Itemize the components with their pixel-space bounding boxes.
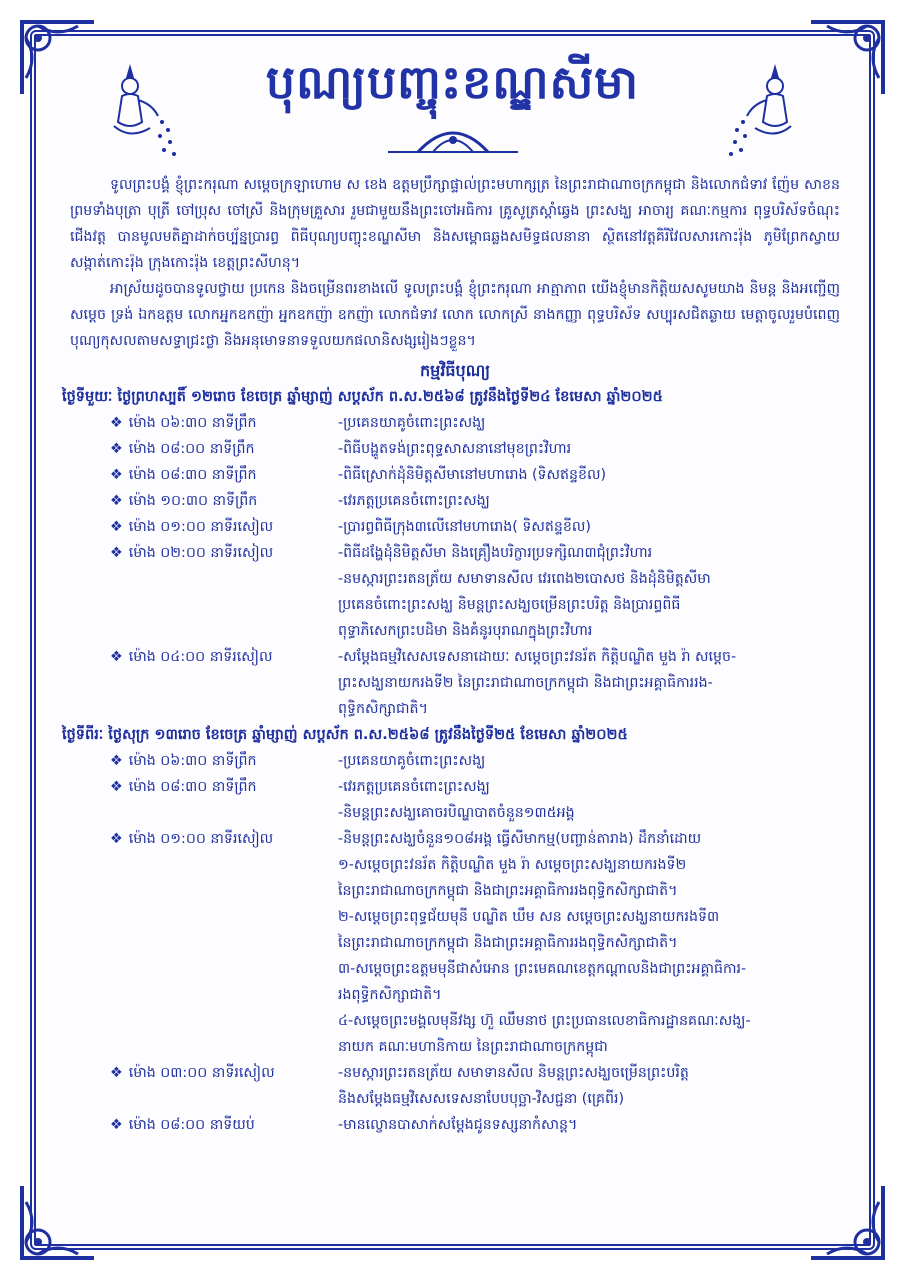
schedule-activity: -ពិធីបង្ហូតទង់ព្រះពុទ្ធសាសនានៅមុខព្រះវិហារ <box>338 441 572 457</box>
schedule-time <box>70 618 338 644</box>
diamond-bullet-icon: ❖ <box>110 649 123 665</box>
schedule-time <box>70 462 338 488</box>
schedule-row <box>70 540 840 566</box>
schedule-time <box>70 982 338 1008</box>
schedule-activity: នៃព្រះរាជាណាចក្រកម្ពុជា និងជាព្រះអគ្គាធិការរងពុទ្ធិកសិក្សាជាតិ។ <box>338 935 678 951</box>
schedule-time <box>70 670 338 696</box>
diamond-bullet-icon: ❖ <box>110 545 123 561</box>
diamond-bullet-icon: ❖ <box>110 467 123 483</box>
schedule-row <box>70 878 840 904</box>
schedule-row <box>70 514 840 540</box>
schedule-time-label: ម៉ោង ០៨:៣០ នាទីព្រឹក <box>128 779 257 795</box>
intro-paragraph: អាស្រ័យដូចបានទូលថ្វាយ ប្រកេន និងចម្រើនពរខាងលើ ទូលព្រះបង្គំ ខ្ញុំព្រះករុណា អាត្មាភាព យើងខ្ញុំមានកិត្តិយសសូមយាង និមន្ត និងអញ្ជើញ សម្តេច ទ្រង់ ឯកឧត្តម លោកអ្នកឧកញ៉ា អ្នកឧកញ៉ា ឧកញ៉ា លោកជំទាវ លោក លោកស្រី នាងកញ្ញា ពុទ្ធបរិស័ទ សប្បុរសជិតឆ្ងាយ មេត្តាចូលរួមបំពេញបុណ្យកុសលតាមសទ្ធាជ្រះថ្លា និងអនុមោទនាទទួលយកផលានិសង្សរៀងៗខ្លួន។ <box>70 281 840 349</box>
schedule-row <box>70 566 840 592</box>
schedule-activity: -ពិធីស្រោក់ដុំនិមិត្តសីមានៅមហារោង (ទិសឥន្ទខីល) <box>338 467 607 483</box>
diamond-bullet-icon: ❖ <box>110 779 123 795</box>
schedule-activity: -សម្តែងធម្មវិសេសទេសនាដោយៈ សម្តេចព្រះវនរ័ត កិត្តិបណ្ឌិត មួង រ៉ា សម្តេច- <box>338 649 737 665</box>
schedule-activity: -និមន្តព្រះសង្ឃចំនួន១០៨អង្គ ធ្វើសីមាកម្ម(បញ្ចាន់តារាង) ដឹកនាំដោយ <box>338 831 702 847</box>
schedule-activity: -វេរភត្តប្រគេនចំពោះព្រះសង្ឃ <box>338 779 490 795</box>
schedule-time <box>70 930 338 956</box>
schedule-row <box>70 436 840 462</box>
schedule-time <box>70 1034 338 1060</box>
schedule-time <box>70 904 338 930</box>
schedule-row <box>70 982 840 1008</box>
schedule-row <box>70 1060 840 1086</box>
diamond-bullet-icon: ❖ <box>110 1117 123 1133</box>
schedule-activity: -ប្រគេនយាគូចំពោះព្រះសង្ឃ <box>338 753 486 769</box>
schedule-time <box>70 566 338 592</box>
schedule-row <box>70 904 840 930</box>
schedule-activity: -នមស្ការព្រះរតនត្រ័យ សមាទានសីល វេរពេង២បោសថ និងដុំនិមិត្តសីមា <box>338 571 711 587</box>
diamond-bullet-icon: ❖ <box>110 519 123 535</box>
schedule-row <box>70 696 840 722</box>
schedule-row <box>70 488 840 514</box>
intro-paragraph: ទូលព្រះបង្គំ ខ្ញុំព្រះករុណា សម្តេចក្រឡាហោម ស ខេង ឧត្តមប្រឹក្សាផ្ទាល់ព្រះមហាក្សត្រ នៃព្រះរាជាណាចក្រកម្ពុជា និងលោកជំទាវ ញ៉ែម សាខន ព្រមទាំងបុត្រា បុត្រី ចៅប្រុស ចៅស្រី និងក្រុមគ្រួសារ រួមជាមួយនឹងព្រះចៅអធិការ គ្រូសូត្រស្តាំឆ្វេង ព្រះសង្ឃ អាចារ្យ គណៈកម្មការ ពុទ្ធបរិស័ទចំណុះជើងវត្ត បានមូលមតិគ្នាដាក់ចប្ប័ន្នប្រារព្ធ ពិធីបុណ្យបញ្ចុះខណ្ឌសីមា និងសម្ពោធឆ្លងសមិទ្ធផលនានា ស្ថិតនៅវត្តគិរីវែលសារកោះរ៉ុង ភូមិព្រែកស្វាយ សង្កាត់កោះរ៉ុង ក្រុងកោះរ៉ុង ខេត្តព្រះសីហនុ។ <box>70 177 840 271</box>
schedule-time <box>70 592 338 618</box>
schedule-row <box>70 774 840 800</box>
schedule-activity: -មានល្ខោនបាសាក់សម្តែងជូនទស្សនាកំសាន្ត។ <box>338 1117 578 1133</box>
schedule-row <box>70 670 840 696</box>
schedule-row <box>70 1112 840 1138</box>
schedule-time <box>70 696 338 722</box>
schedule-time <box>70 488 338 514</box>
schedule-time-label: ម៉ោង ០១:០០ នាទីរសៀល <box>128 831 274 847</box>
day-heading: ថ្ងៃទីពីរៈ ថ្ងៃសុក្រ ១៣រោច ខែចេត្រ ឆ្នាំម្សាញ់ សប្តស័ក ព.ស.២៥៦៨ ត្រូវនឹងថ្ងៃទី២៥ ខែមេសា ឆ្នាំ២០២៥ <box>62 727 628 743</box>
schedule-row <box>70 826 840 852</box>
schedule-activity: និងសម្តែងធម្មវិសេសទេសនាបែបបុច្ឆា-វិសជ្ជនា (គ្រេពីរ) <box>338 1091 625 1107</box>
schedule-row <box>70 592 840 618</box>
schedule-row <box>70 852 840 878</box>
schedule-time <box>70 1008 338 1034</box>
diamond-bullet-icon: ❖ <box>110 493 123 509</box>
schedule-time-label: ម៉ោង ០៦:៣០ នាទីព្រឹក <box>128 415 257 431</box>
schedule-row <box>70 930 840 956</box>
schedule-activity: ១-សម្តេចព្រះវនរ័ត កិត្តិបណ្ឌិត មួង រ៉ា សម្តេចព្រះសង្ឃនាយករងទី២ <box>338 857 687 873</box>
schedule-time-label: ម៉ោង ០៤:០០ នាទីរសៀល <box>128 649 273 665</box>
diamond-bullet-icon: ❖ <box>110 415 123 431</box>
schedule-time-label: ម៉ោង ០៨:០០ នាទីព្រឹក <box>128 441 255 457</box>
diamond-bullet-icon: ❖ <box>110 831 123 847</box>
schedule-row <box>70 644 840 670</box>
schedule-time-label: ម៉ោង ០២:០០ នាទីរសៀល <box>128 545 274 561</box>
schedule-row <box>70 956 840 982</box>
schedule-time-label: ម៉ោង ០៨:៣០ នាទីព្រឹក <box>128 467 257 483</box>
schedule-activity: -ពិធីដង្ហែដុំនិមិត្តសីមា និងគ្រឿងបរិក្ខារប្រទក្សិណ៣ជុំព្រះវិហារ <box>338 545 653 561</box>
schedule-activity: ៣-សម្តេចព្រះឧត្តមមុនីជាសំអោន ព្រះមេគណខេត្តកណ្តាលនិងជាព្រះអគ្គាធិការ- <box>338 961 747 977</box>
schedule-activity: -វេរភត្តប្រគេនចំពោះព្រះសង្ឃ <box>338 493 490 509</box>
schedule-activity: -ប្រារព្ធពិធីក្រុង៣លើនៅមហារោង( ទិសឥន្ទខីល) <box>338 519 591 535</box>
diamond-bullet-icon: ❖ <box>110 753 123 769</box>
schedule-time-label: ម៉ោង ១០:៣០ នាទីព្រឹក <box>128 493 258 509</box>
corner-ornament-icon <box>18 18 98 98</box>
schedule-activity: ៤-សម្តេចព្រះមង្គលមុនីវង្ស ហ៊ួ ឈឹមនាថ ព្រះប្រធានលេខាធិការដ្ឋានគណៈសង្ឃ- <box>338 1013 751 1029</box>
title-ornament-icon <box>388 118 518 158</box>
diamond-bullet-icon: ❖ <box>110 1065 123 1081</box>
schedule-list <box>70 748 840 1138</box>
schedule-activity: ប្រគេនចំពោះព្រះសង្ឃ និមន្តព្រះសង្ឃចម្រើនព្រះបរិត្ត និងប្រារព្ធពិធី <box>338 597 681 613</box>
program-title: កម្មវិធីបុណ្យ <box>420 361 490 380</box>
schedule-time <box>70 878 338 904</box>
schedule-list <box>70 410 840 722</box>
schedule-activity: ពុទ្ធាភិសេកព្រះបដិមា និងគំនូរបុរាណក្នុងព្រះវិហារ <box>338 623 593 639</box>
schedule-row <box>70 800 840 826</box>
schedule-time <box>70 852 338 878</box>
schedule-time-label: ម៉ោង ០១:០០ នាទីរសៀល <box>128 519 274 535</box>
schedule-activity: -និមន្តព្រះសង្ឃគោចរបិណ្ឌបាតចំនួន១៣៥អង្គ <box>338 805 575 821</box>
schedule-activity: ពុទ្ធិកសិក្សាជាតិ។ <box>338 701 428 717</box>
schedule-row <box>70 748 840 774</box>
schedule-row <box>70 1034 840 1060</box>
corner-ornament-icon <box>18 1182 98 1262</box>
schedule-time <box>70 826 338 852</box>
day-heading: ថ្ងៃទីមួយៈ ថ្ងៃព្រហស្បតិ៍ ១២រោច ខែចេត្រ ឆ្នាំម្សាញ់ សប្តស័ក ព.ស.២៥៦៨ ត្រូវនឹងថ្ងៃទី២៤ ខែមេសា ឆ្នាំ២០២៥ <box>62 389 663 405</box>
document-body <box>62 172 840 1138</box>
schedule-row <box>70 462 840 488</box>
page-title: បុណ្យបញ្ចុះខណ្ឌសីមា <box>265 55 640 109</box>
schedule-time-label: ម៉ោង ០៦:៣០ នាទីព្រឹក <box>128 753 257 769</box>
schedule-time-label: ម៉ោង ០៣:០០ នាទីរសៀល <box>128 1065 275 1081</box>
schedule-row <box>70 1008 840 1034</box>
schedule-time <box>70 1060 338 1086</box>
schedule-time <box>70 956 338 982</box>
schedule-activity: ព្រះសង្ឃនាយករងទី២ នៃព្រះរាជាណាចក្រកម្ពុជា និងជាព្រះអគ្គាធិការរង- <box>338 675 713 691</box>
schedule-time <box>70 748 338 774</box>
diamond-bullet-icon: ❖ <box>110 441 123 457</box>
schedule-activity: រងពុទ្ធិកសិក្សាជាតិ។ <box>338 987 442 1003</box>
schedule-activity: -ប្រគេនយាគូចំពោះព្រះសង្ឃ <box>338 415 486 431</box>
tevoda-angel-icon <box>725 60 805 160</box>
schedule-activity: -នមស្ការព្រះរតនត្រ័យ សមាទានសីល និមន្តព្រះសង្ឃចម្រើនព្រះបរិត្ត <box>338 1065 689 1081</box>
corner-ornament-icon <box>807 1182 887 1262</box>
schedule-time <box>70 410 338 436</box>
schedule-row <box>70 618 840 644</box>
schedule-time <box>70 1112 338 1138</box>
schedule-time <box>70 436 338 462</box>
schedule-activity: នៃព្រះរាជាណាចក្រកម្ពុជា និងជាព្រះអគ្គាធិការរងពុទ្ធិកសិក្សាជាតិ។ <box>338 883 678 899</box>
corner-ornament-icon <box>807 18 887 98</box>
schedule-activity: ២-សម្តេចព្រះពុទ្ធជ័យមុនី បណ្ឌិត ឃឹម សន សម្តេចព្រះសង្ឃនាយករងទី៣ <box>338 909 720 925</box>
schedule-time <box>70 1086 338 1112</box>
schedule-time <box>70 800 338 826</box>
schedule-row <box>70 410 840 436</box>
schedule-time <box>70 514 338 540</box>
schedule-activity: នាយក គណៈមហានិកាយ នៃព្រះរាជាណាចក្រកម្ពុជា <box>338 1039 608 1055</box>
schedule-time-label: ម៉ោង ០៨:០០ នាទីយប់ <box>128 1117 255 1133</box>
schedule-time <box>70 774 338 800</box>
tevoda-angel-icon <box>100 60 180 160</box>
schedule-time <box>70 540 338 566</box>
schedule-row <box>70 1086 840 1112</box>
schedule-time <box>70 644 338 670</box>
